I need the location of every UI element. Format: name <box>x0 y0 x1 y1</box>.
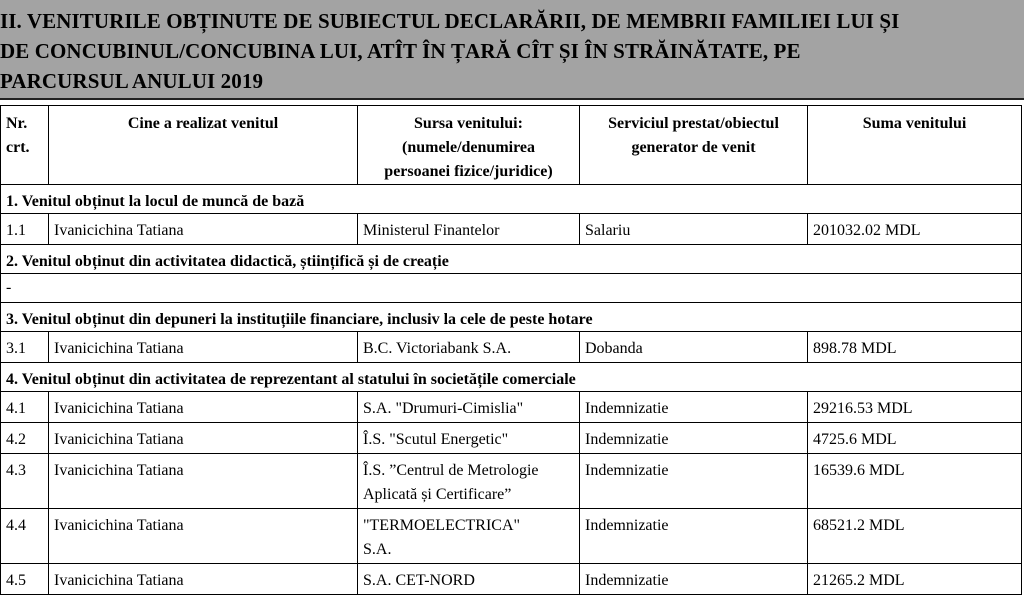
section-row <box>1 303 1022 332</box>
cell-amount: 4725.6 MDL <box>808 423 1022 454</box>
cell-service: Indemnizatie <box>580 423 808 454</box>
table-row <box>1 454 1022 509</box>
cell-service: Indemnizatie <box>580 392 808 423</box>
cell-service: Indemnizatie <box>580 454 808 509</box>
section-title-4: 4. Venitul obținut din activitatea de reprezentant al statului în societățile comerciale <box>1 363 1022 392</box>
cell-nr: 1.1 <box>1 214 49 245</box>
cell-service: Indemnizatie <box>580 509 808 564</box>
cell-service: Salariu <box>580 214 808 245</box>
cell-amount: 68521.2 MDL <box>808 509 1022 564</box>
cell-service: Indemnizatie <box>580 564 808 595</box>
column-header-service: Serviciul prestat/obiectul generator de venit <box>580 106 808 185</box>
cell-amount: 16539.6 MDL <box>808 454 1022 509</box>
table-row <box>1 509 1022 564</box>
column-header-amount: Suma venitului <box>808 106 1022 185</box>
cell-source: Ministerul Finantelor <box>358 214 580 245</box>
cell-source: S.A. "Drumuri-Cimislia" <box>358 392 580 423</box>
section-header <box>0 0 1024 100</box>
column-header-who: Cine a realizat venitul <box>49 106 358 185</box>
table-row <box>1 423 1022 454</box>
table-header-row <box>1 106 1022 185</box>
cell-who: Ivanicichina Tatiana <box>49 564 358 595</box>
cell-nr: 4.2 <box>1 423 49 454</box>
income-table <box>0 105 1022 595</box>
section-title: II. VENITURILE OBȚINUTE DE SUBIECTUL DECLARĂRII, DE MEMBRII FAMILIEI LUI ȘI DE CONCUBINUL/CONCUBINA LUI, ATÎT ÎN ȚARĂ CÎT ȘI ÎN STRĂINĂTATE, PE PARCURSUL ANULUI 2019 <box>0 9 900 93</box>
cell-source: Î.S. "Scutul Energetic" <box>358 423 580 454</box>
cell-who: Ivanicichina Tatiana <box>49 392 358 423</box>
section-title-2: 2. Venitul obținut din activitatea didactică, științifică și de creație <box>1 245 1022 274</box>
cell-empty: - <box>1 274 1022 303</box>
cell-source: S.A. CET-NORD <box>358 564 580 595</box>
cell-nr: 4.1 <box>1 392 49 423</box>
table-row <box>1 564 1022 595</box>
cell-who: Ivanicichina Tatiana <box>49 423 358 454</box>
cell-nr: 3.1 <box>1 332 49 363</box>
cell-service: Dobanda <box>580 332 808 363</box>
cell-amount: 201032.02 MDL <box>808 214 1022 245</box>
section-row <box>1 363 1022 392</box>
cell-source: Î.S. ”Centrul de Metrologie Aplicată și Certificare” <box>358 454 580 509</box>
table-row-empty <box>1 274 1022 303</box>
cell-who: Ivanicichina Tatiana <box>49 214 358 245</box>
cell-amount: 898.78 MDL <box>808 332 1022 363</box>
table-row <box>1 332 1022 363</box>
table-row <box>1 214 1022 245</box>
cell-source: "TERMOELECTRICA" S.A. <box>358 509 580 564</box>
column-header-source: Sursa venitului: (numele/denumirea persoanei fizice/juridice) <box>358 106 580 185</box>
cell-who: Ivanicichina Tatiana <box>49 509 358 564</box>
cell-source: B.C. Victoriabank S.A. <box>358 332 580 363</box>
cell-who: Ivanicichina Tatiana <box>49 454 358 509</box>
section-row <box>1 245 1022 274</box>
section-title-3: 3. Venitul obținut din depuneri la instituțiile financiare, inclusiv la cele de peste hotare <box>1 303 1022 332</box>
table-row <box>1 392 1022 423</box>
cell-amount: 21265.2 MDL <box>808 564 1022 595</box>
section-row <box>1 185 1022 214</box>
cell-nr: 4.3 <box>1 454 49 509</box>
cell-nr: 4.4 <box>1 509 49 564</box>
cell-amount: 29216.53 MDL <box>808 392 1022 423</box>
cell-nr: 4.5 <box>1 564 49 595</box>
column-header-nr: Nr. crt. <box>1 106 49 185</box>
cell-who: Ivanicichina Tatiana <box>49 332 358 363</box>
section-title-1: 1. Venitul obținut la locul de muncă de bază <box>1 185 1022 214</box>
